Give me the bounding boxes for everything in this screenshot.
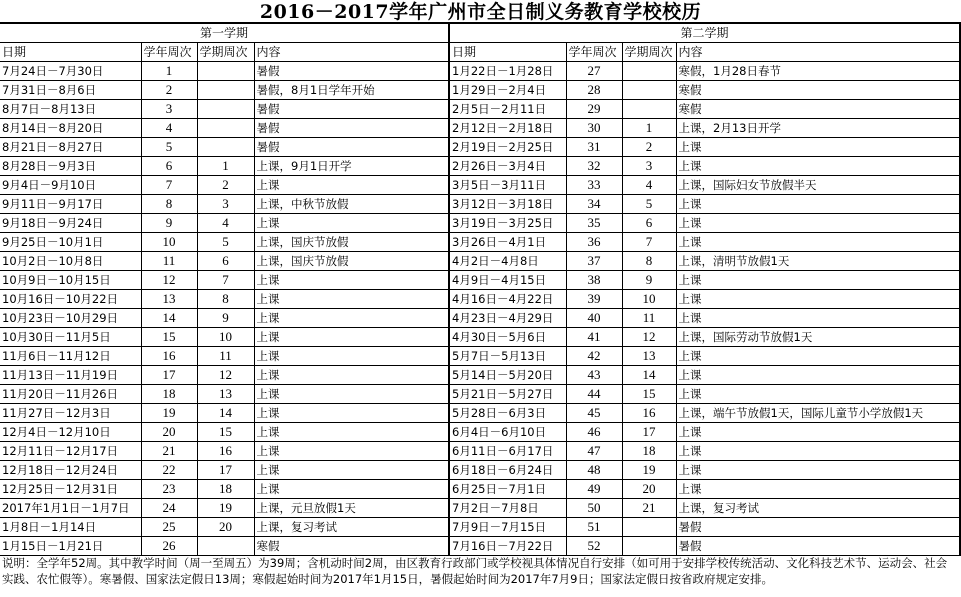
s2-content-cell: 上课: [676, 442, 960, 461]
s2-year-week-cell: 41: [566, 328, 622, 347]
s2-year-week-cell: 28: [566, 81, 622, 100]
s2-term-week-cell: 6: [622, 214, 676, 233]
s2-content-cell: 上课: [676, 271, 960, 290]
s1-date-cell: 12月25日－12月31日: [0, 480, 141, 499]
s2-date-cell: 3月26日－4月1日: [449, 233, 566, 252]
s1-date-cell: 1月8日－1月14日: [0, 518, 141, 537]
s2-header-year-week: 学年周次: [566, 43, 622, 62]
s2-year-week-cell: 46: [566, 423, 622, 442]
s1-content-cell: 上课: [254, 404, 449, 423]
s1-content-cell: 上课，复习考试: [254, 518, 449, 537]
s1-year-week-cell: 2: [141, 81, 197, 100]
s1-date-cell: 2017年1月1日－1月7日: [0, 499, 141, 518]
semester1-label: 第一学期: [0, 23, 449, 43]
s2-content-cell: 上课: [676, 309, 960, 328]
s1-year-week-cell: 12: [141, 271, 197, 290]
s1-year-week-cell: 9: [141, 214, 197, 233]
s2-year-week-cell: 40: [566, 309, 622, 328]
s1-term-week-cell: [197, 537, 254, 556]
s2-year-week-cell: 47: [566, 442, 622, 461]
s2-content-cell: 上课: [676, 195, 960, 214]
s2-year-week-cell: 38: [566, 271, 622, 290]
s2-term-week-cell: 21: [622, 499, 676, 518]
s2-date-cell: 6月4日－6月10日: [449, 423, 566, 442]
s1-date-cell: 9月18日－9月24日: [0, 214, 141, 233]
s1-date-cell: 8月7日－8月13日: [0, 100, 141, 119]
s1-content-cell: 暑假: [254, 100, 449, 119]
s1-year-week-cell: 24: [141, 499, 197, 518]
s2-content-cell: 上课，复习考试: [676, 499, 960, 518]
table-row: [0, 347, 960, 366]
s1-term-week-cell: 3: [197, 195, 254, 214]
s2-year-week-cell: 43: [566, 366, 622, 385]
s2-term-week-cell: 7: [622, 233, 676, 252]
table-row: [0, 100, 960, 119]
table-row: [0, 195, 960, 214]
s1-term-week-cell: 18: [197, 480, 254, 499]
s1-date-cell: 8月28日－9月3日: [0, 157, 141, 176]
s1-year-week-cell: 17: [141, 366, 197, 385]
s1-content-cell: 上课: [254, 214, 449, 233]
s1-term-week-cell: 14: [197, 404, 254, 423]
table-row: [0, 518, 960, 537]
s1-date-cell: 8月14日－8月20日: [0, 119, 141, 138]
table-row: [0, 271, 960, 290]
s2-year-week-cell: 52: [566, 537, 622, 556]
s2-content-cell: 上课: [676, 347, 960, 366]
table-row: [0, 309, 960, 328]
s2-content-cell: 寒假，1月28日春节: [676, 62, 960, 81]
s1-term-week-cell: 5: [197, 233, 254, 252]
table-row: [0, 499, 960, 518]
table-row: [0, 157, 960, 176]
s2-date-cell: 3月5日－3月11日: [449, 176, 566, 195]
page-title: 2016－2017学年广州市全日制义务教育学校校历: [259, 1, 702, 23]
s2-year-week-cell: 34: [566, 195, 622, 214]
s2-content-cell: 上课，2月13日开学: [676, 119, 960, 138]
table-row: [0, 442, 960, 461]
s1-content-cell: 暑假: [254, 62, 449, 81]
s1-term-week-cell: [197, 119, 254, 138]
s2-content-cell: 上课: [676, 423, 960, 442]
s1-term-week-cell: 17: [197, 461, 254, 480]
s1-term-week-cell: [197, 138, 254, 157]
s2-year-week-cell: 33: [566, 176, 622, 195]
s1-date-cell: 9月4日－9月10日: [0, 176, 141, 195]
s1-content-cell: 暑假: [254, 119, 449, 138]
school-calendar-table: [0, 22, 961, 556]
s2-year-week-cell: 49: [566, 480, 622, 499]
s1-date-cell: 7月31日－8月6日: [0, 81, 141, 100]
s2-term-week-cell: 11: [622, 309, 676, 328]
table-row: [0, 366, 960, 385]
s2-date-cell: 6月25日－7月1日: [449, 480, 566, 499]
s2-year-week-cell: 35: [566, 214, 622, 233]
s2-content-cell: 暑假: [676, 537, 960, 556]
table-row: [0, 252, 960, 271]
s1-date-cell: 11月27日－12月3日: [0, 404, 141, 423]
s2-date-cell: 7月9日－7月15日: [449, 518, 566, 537]
s2-content-cell: 暑假: [676, 518, 960, 537]
s2-term-week-cell: [622, 537, 676, 556]
s2-term-week-cell: [622, 81, 676, 100]
s1-term-week-cell: [197, 62, 254, 81]
s1-header-content: 内容: [254, 43, 449, 62]
semester2-label: 第二学期: [449, 23, 960, 43]
s1-content-cell: 寒假: [254, 537, 449, 556]
s1-year-week-cell: 10: [141, 233, 197, 252]
s2-term-week-cell: 19: [622, 461, 676, 480]
s2-year-week-cell: 42: [566, 347, 622, 366]
s2-date-cell: 5月21日－5月27日: [449, 385, 566, 404]
s1-term-week-cell: 6: [197, 252, 254, 271]
s2-term-week-cell: 14: [622, 366, 676, 385]
s1-content-cell: 暑假: [254, 138, 449, 157]
s2-date-cell: 2月12日－2月18日: [449, 119, 566, 138]
s2-term-week-cell: 8: [622, 252, 676, 271]
s2-term-week-cell: 13: [622, 347, 676, 366]
s1-date-cell: 10月23日－10月29日: [0, 309, 141, 328]
s1-date-cell: 9月25日－10月1日: [0, 233, 141, 252]
s2-year-week-cell: 50: [566, 499, 622, 518]
table-row: [0, 385, 960, 404]
semester-header-row: [0, 23, 960, 43]
s1-term-week-cell: 9: [197, 309, 254, 328]
s2-content-cell: 上课: [676, 366, 960, 385]
s1-year-week-cell: 15: [141, 328, 197, 347]
table-row: [0, 461, 960, 480]
s2-term-week-cell: 16: [622, 404, 676, 423]
s1-year-week-cell: 11: [141, 252, 197, 271]
s1-year-week-cell: 5: [141, 138, 197, 157]
s2-year-week-cell: 29: [566, 100, 622, 119]
s1-year-week-cell: 19: [141, 404, 197, 423]
table-row: [0, 176, 960, 195]
s2-year-week-cell: 51: [566, 518, 622, 537]
s2-term-week-cell: 9: [622, 271, 676, 290]
s1-year-week-cell: 21: [141, 442, 197, 461]
s2-date-cell: 1月22日－1月28日: [449, 62, 566, 81]
column-header-row: [0, 43, 960, 62]
s2-header-date: 日期: [449, 43, 566, 62]
s2-date-cell: 5月7日－5月13日: [449, 347, 566, 366]
table-row: [0, 138, 960, 157]
s2-year-week-cell: 45: [566, 404, 622, 423]
s2-content-cell: 上课，国际劳动节放假1天: [676, 328, 960, 347]
s2-date-cell: 4月2日－4月8日: [449, 252, 566, 271]
s2-term-week-cell: 17: [622, 423, 676, 442]
s2-term-week-cell: 1: [622, 119, 676, 138]
s1-content-cell: 上课: [254, 461, 449, 480]
s2-term-week-cell: 5: [622, 195, 676, 214]
s1-term-week-cell: 8: [197, 290, 254, 309]
s1-date-cell: 9月11日－9月17日: [0, 195, 141, 214]
notes-text: 说明：全学年52周。其中教学时间（周一至周五）为39周；含机动时间2周，由区教育行政部门或学校视具体情况自行安排（如可用于安排学校传统活动、文化科技艺术节、运动会、社会实践、农忙假等）。寒暑假、国家法定假日13周；寒假起始时间为2017年1月15日，暑假起始时间为2017年7月9日；国家法定假日按省政府规定安排。: [2, 556, 948, 586]
s1-term-week-cell: 16: [197, 442, 254, 461]
s2-date-cell: 5月28日－6月3日: [449, 404, 566, 423]
s2-date-cell: 5月14日－5月20日: [449, 366, 566, 385]
s2-term-week-cell: 20: [622, 480, 676, 499]
s2-date-cell: 3月19日－3月25日: [449, 214, 566, 233]
s1-content-cell: 暑假，8月1日学年开始: [254, 81, 449, 100]
s2-term-week-cell: 4: [622, 176, 676, 195]
s2-date-cell: 4月16日－4月22日: [449, 290, 566, 309]
table-row: [0, 404, 960, 423]
s1-year-week-cell: 23: [141, 480, 197, 499]
s2-term-week-cell: 2: [622, 138, 676, 157]
s1-year-week-cell: 3: [141, 100, 197, 119]
s1-year-week-cell: 1: [141, 62, 197, 81]
s1-date-cell: 12月4日－12月10日: [0, 423, 141, 442]
s2-term-week-cell: 15: [622, 385, 676, 404]
s2-content-cell: 上课: [676, 290, 960, 309]
s1-term-week-cell: 4: [197, 214, 254, 233]
s1-year-week-cell: 16: [141, 347, 197, 366]
s2-year-week-cell: 36: [566, 233, 622, 252]
s1-header-date: 日期: [0, 43, 141, 62]
s2-content-cell: 上课: [676, 157, 960, 176]
s2-year-week-cell: 39: [566, 290, 622, 309]
s2-content-cell: 上课: [676, 233, 960, 252]
s1-date-cell: 12月11日－12月17日: [0, 442, 141, 461]
s1-date-cell: 8月21日－8月27日: [0, 138, 141, 157]
s2-year-week-cell: 30: [566, 119, 622, 138]
table-row: [0, 214, 960, 233]
s2-header-content: 内容: [676, 43, 960, 62]
s1-term-week-cell: 11: [197, 347, 254, 366]
s2-date-cell: 1月29日－2月4日: [449, 81, 566, 100]
s1-header-year-week: 学年周次: [141, 43, 197, 62]
s2-content-cell: 上课，端午节放假1天，国际儿童节小学放假1天: [676, 404, 960, 423]
s2-content-cell: 上课: [676, 138, 960, 157]
s2-content-cell: 上课: [676, 214, 960, 233]
s1-content-cell: 上课: [254, 480, 449, 499]
table-row: [0, 62, 960, 81]
s1-date-cell: 11月6日－11月12日: [0, 347, 141, 366]
s1-term-week-cell: [197, 100, 254, 119]
s1-content-cell: 上课: [254, 290, 449, 309]
s1-year-week-cell: 22: [141, 461, 197, 480]
s1-term-week-cell: 2: [197, 176, 254, 195]
s2-date-cell: 4月23日－4月29日: [449, 309, 566, 328]
s2-date-cell: 6月18日－6月24日: [449, 461, 566, 480]
s1-content-cell: 上课: [254, 347, 449, 366]
s1-year-week-cell: 25: [141, 518, 197, 537]
s2-content-cell: 上课: [676, 480, 960, 499]
s1-content-cell: 上课: [254, 271, 449, 290]
s1-content-cell: 上课，国庆节放假: [254, 233, 449, 252]
table-row: [0, 328, 960, 347]
s1-term-week-cell: 13: [197, 385, 254, 404]
s2-term-week-cell: 18: [622, 442, 676, 461]
s2-date-cell: 7月16日－7月22日: [449, 537, 566, 556]
s2-content-cell: 寒假: [676, 81, 960, 100]
table-row: [0, 290, 960, 309]
s1-year-week-cell: 18: [141, 385, 197, 404]
s1-term-week-cell: 7: [197, 271, 254, 290]
s1-year-week-cell: 26: [141, 537, 197, 556]
s2-date-cell: 2月26日－3月4日: [449, 157, 566, 176]
s1-date-cell: 11月13日－11月19日: [0, 366, 141, 385]
s2-term-week-cell: [622, 100, 676, 119]
s1-term-week-cell: 1: [197, 157, 254, 176]
table-row: [0, 480, 960, 499]
s1-term-week-cell: 10: [197, 328, 254, 347]
s1-year-week-cell: 20: [141, 423, 197, 442]
s1-content-cell: 上课，国庆节放假: [254, 252, 449, 271]
s2-term-week-cell: [622, 518, 676, 537]
s2-year-week-cell: 27: [566, 62, 622, 81]
s1-date-cell: 11月20日－11月26日: [0, 385, 141, 404]
s1-date-cell: 10月30日－11月5日: [0, 328, 141, 347]
s1-term-week-cell: [197, 81, 254, 100]
s1-term-week-cell: 15: [197, 423, 254, 442]
s1-date-cell: 7月24日－7月30日: [0, 62, 141, 81]
table-row: [0, 233, 960, 252]
s1-content-cell: 上课: [254, 309, 449, 328]
s2-year-week-cell: 31: [566, 138, 622, 157]
s1-content-cell: 上课: [254, 442, 449, 461]
s2-content-cell: 上课: [676, 385, 960, 404]
s2-date-cell: 2月19日－2月25日: [449, 138, 566, 157]
s1-content-cell: 上课，9月1日开学: [254, 157, 449, 176]
s1-content-cell: 上课，中秋节放假: [254, 195, 449, 214]
s1-content-cell: 上课: [254, 328, 449, 347]
s1-year-week-cell: 8: [141, 195, 197, 214]
table-row: [0, 537, 960, 556]
s1-date-cell: 1月15日－1月21日: [0, 537, 141, 556]
s1-term-week-cell: 20: [197, 518, 254, 537]
s1-date-cell: 10月9日－10月15日: [0, 271, 141, 290]
s2-header-term-week: 学期周次: [622, 43, 676, 62]
s1-date-cell: 12月18日－12月24日: [0, 461, 141, 480]
s1-year-week-cell: 7: [141, 176, 197, 195]
s2-content-cell: 上课: [676, 461, 960, 480]
s2-term-week-cell: 12: [622, 328, 676, 347]
s1-year-week-cell: 14: [141, 309, 197, 328]
s1-year-week-cell: 13: [141, 290, 197, 309]
table-row: [0, 81, 960, 100]
s2-term-week-cell: [622, 62, 676, 81]
s1-header-term-week: 学期周次: [197, 43, 254, 62]
s2-year-week-cell: 32: [566, 157, 622, 176]
s1-content-cell: 上课: [254, 366, 449, 385]
table-row: [0, 119, 960, 138]
s2-date-cell: 3月12日－3月18日: [449, 195, 566, 214]
s2-date-cell: 2月5日－2月11日: [449, 100, 566, 119]
s1-date-cell: 10月16日－10月22日: [0, 290, 141, 309]
s1-content-cell: 上课，元旦放假1天: [254, 499, 449, 518]
s2-term-week-cell: 3: [622, 157, 676, 176]
s2-content-cell: 上课，清明节放假1天: [676, 252, 960, 271]
s2-year-week-cell: 48: [566, 461, 622, 480]
s1-date-cell: 10月2日－10月8日: [0, 252, 141, 271]
s1-year-week-cell: 6: [141, 157, 197, 176]
s2-date-cell: 6月11日－6月17日: [449, 442, 566, 461]
s2-date-cell: 4月9日－4月15日: [449, 271, 566, 290]
s1-year-week-cell: 4: [141, 119, 197, 138]
s1-term-week-cell: 12: [197, 366, 254, 385]
s1-content-cell: 上课: [254, 423, 449, 442]
s2-year-week-cell: 37: [566, 252, 622, 271]
s1-term-week-cell: 19: [197, 499, 254, 518]
s2-date-cell: 7月2日－7月8日: [449, 499, 566, 518]
s2-term-week-cell: 10: [622, 290, 676, 309]
s1-content-cell: 上课: [254, 176, 449, 195]
table-row: [0, 423, 960, 442]
s2-date-cell: 4月30日－5月6日: [449, 328, 566, 347]
s2-content-cell: 上课，国际妇女节放假半天: [676, 176, 960, 195]
s1-content-cell: 上课: [254, 385, 449, 404]
s2-content-cell: 寒假: [676, 100, 960, 119]
s2-year-week-cell: 44: [566, 385, 622, 404]
